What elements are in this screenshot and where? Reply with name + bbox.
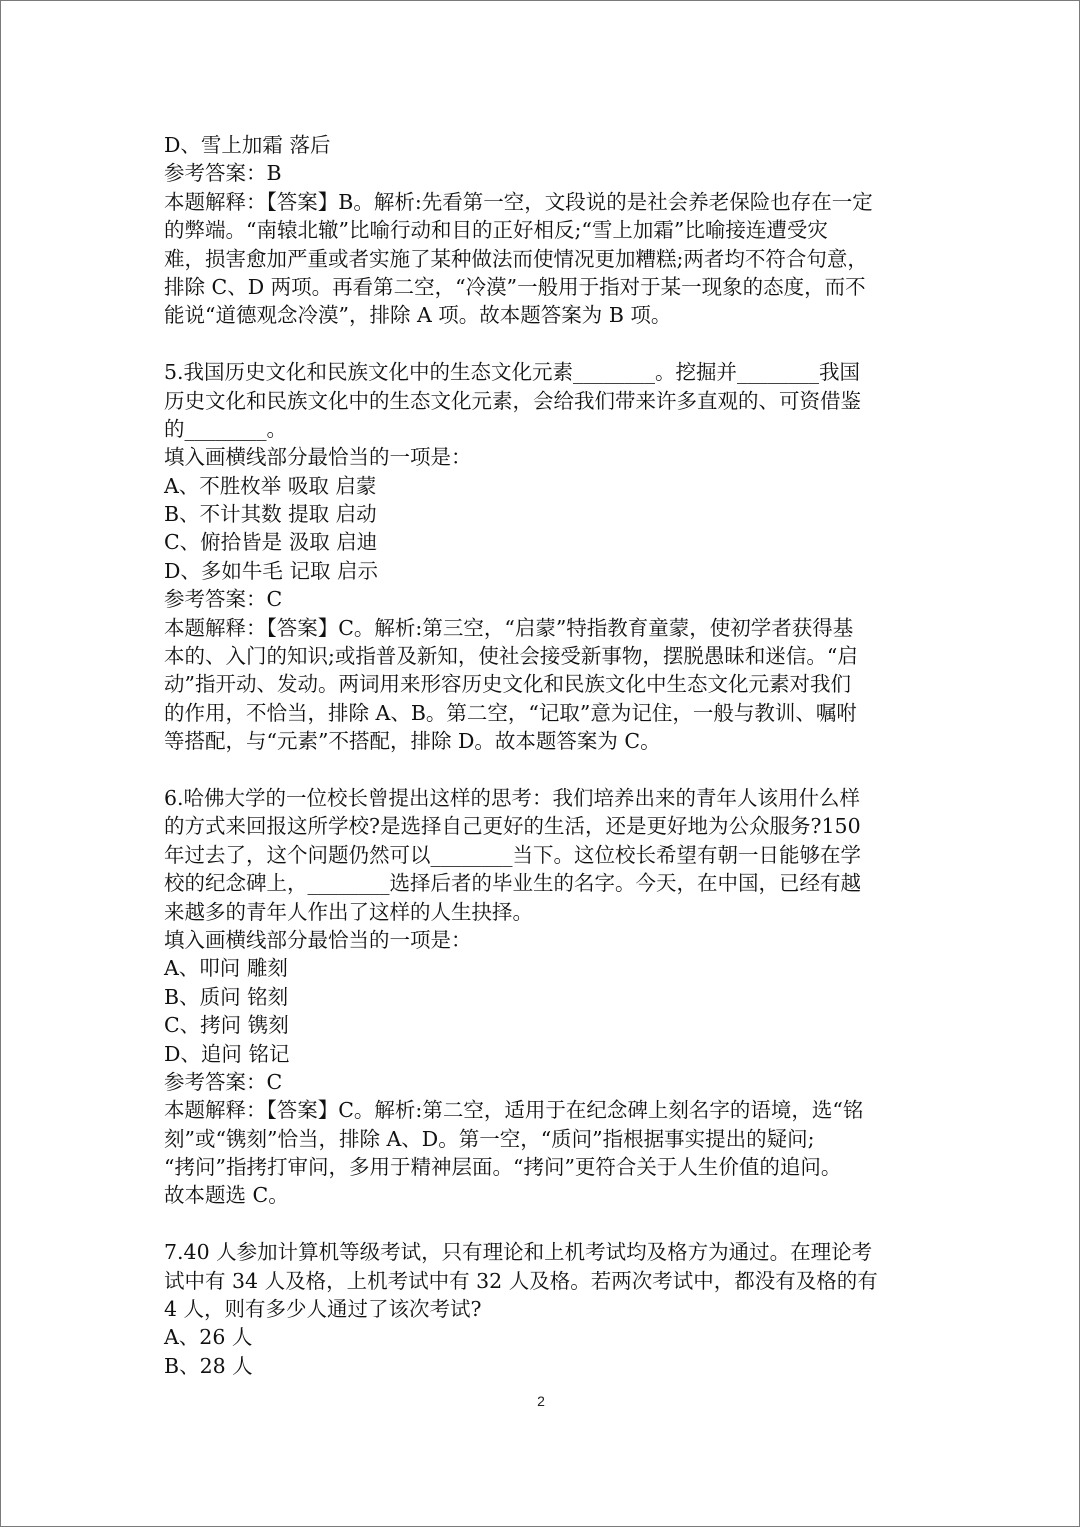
q5-explanation-line: 的作用，不恰当，排除 A、B。第二空，“记取”意为记住，一般与教训、嘱咐 (164, 700, 857, 725)
q5-explanation-line: 本题解释：【答案】C。解析:第三空，“启蒙”特指教育童蒙，使初学者获得基 (164, 615, 854, 640)
q6-option-a: A、叩问 雕刻 (164, 956, 288, 981)
q6-option-c: C、拷问 镌刻 (164, 1013, 289, 1038)
page-content (164, 131, 924, 1380)
q6-stem-line: 校的纪念碑上，________选择后者的毕业生的名字。今天，在中国，已经有越 (164, 871, 861, 896)
q5-stem-line: 的________。 (164, 416, 287, 441)
q5-option-d: D、多如牛毛 记取 启示 (164, 558, 378, 583)
q5-explanation-line: 本的、入门的知识;或指普及新知，使社会接受新事物，摆脱愚昧和迷信。“启 (164, 644, 858, 669)
prev-explanation-line: 难，损害愈加严重或者实施了某种做法而使情况更加糟糕;两者均不符合句意， (164, 246, 868, 271)
q6-stem-line: 来越多的青年人作出了这样的人生抉择。 (164, 899, 533, 924)
prev-explanation-line: 的弊端。“南辕北辙”比喻行动和目的正好相反;“雪上加霜”比喻接连遭受灾 (164, 218, 828, 243)
q7-option-b: B、28 人 (164, 1353, 253, 1378)
q6-prompt: 填入画横线部分最恰当的一项是： (164, 927, 472, 952)
q5-answer: 参考答案：C (164, 587, 283, 612)
q6-stem-line: 年过去了，这个问题仍然可以________当下。这位校长希望有朝一日能够在学 (164, 842, 861, 867)
q6-answer: 参考答案：C (164, 1069, 283, 1094)
prev-explanation-line: 排除 C、D 两项。再看第二空，“冷漠”一般用于指对于某一现象的态度，而不 (164, 274, 866, 299)
q7-option-a: A、26 人 (164, 1325, 253, 1350)
prev-option-d: D、雪上加霜 落后 (164, 133, 331, 157)
q6-stem-line: 6.哈佛大学的一位校长曾提出这样的思考：我们培养出来的青年人该用什么样 (164, 785, 861, 810)
q6-stem-line: 的方式来回报这所学校?是选择自己更好的生活，还是更好地为公众服务?150 (164, 814, 861, 839)
q5-explanation-line: 动”指开动、发动。两词用来形容历史文化和民族文化中生态文化元素对我们 (164, 672, 851, 697)
spacer (164, 330, 924, 358)
q6-explanation-line: 刻”或“镌刻”恰当，排除 A、D。第一空，“质问”指根据事实提出的疑问; (164, 1126, 815, 1151)
q5-stem-line: 5.我国历史文化和民族文化中的生态文化元素________。挖掘并________我国 (164, 360, 861, 385)
q6-explanation-line: 故本题选 C。 (164, 1183, 289, 1208)
q7-stem-line: 4 人，则有多少人通过了该次考试? (164, 1297, 482, 1322)
q6-option-d: D、追问 铭记 (164, 1041, 290, 1066)
prev-explanation-line: 本题解释：【答案】B。解析:先看第一空，文段说的是社会养老保险也存在一定 (164, 189, 873, 214)
spacer (164, 1210, 924, 1238)
prev-answer: 参考答案：B (164, 161, 282, 186)
q5-option-b: B、不计其数 提取 启动 (164, 502, 377, 527)
q7-stem-line: 试中有 34 人及格，上机考试中有 32 人及格。若两次考试中，都没有及格的有 (164, 1268, 878, 1293)
q6-option-b: B、质问 铭刻 (164, 984, 289, 1009)
prev-explanation-line: 能说“道德观念冷漠”，排除 A 项。故本题答案为 B 项。 (164, 303, 672, 328)
q5-option-a: A、不胜枚举 吸取 启蒙 (164, 473, 377, 498)
q5-explanation-line: 等搭配，与“元素”不搭配，排除 D。故本题答案为 C。 (164, 729, 661, 754)
q6-explanation-line: 本题解释：【答案】C。解析:第二空，适用于在纪念碑上刻名字的语境，选“铭 (164, 1098, 864, 1123)
q6-explanation-line: “拷问”指拷打审问，多用于精神层面。“拷问”更符合关于人生价值的追问。 (164, 1155, 842, 1180)
q5-stem-line: 历史文化和民族文化中的生态文化元素，会给我们带来许多直观的、可资借鉴 (164, 388, 861, 413)
spacer (164, 756, 924, 784)
page-number: 2 (537, 1393, 545, 1409)
q5-option-c: C、俯拾皆是 汲取 启迪 (164, 530, 378, 555)
q7-stem-line: 7.40 人参加计算机等级考试，只有理论和上机考试均及格方为通过。在理论考 (164, 1240, 873, 1265)
q5-prompt: 填入画横线部分最恰当的一项是： (164, 445, 472, 470)
